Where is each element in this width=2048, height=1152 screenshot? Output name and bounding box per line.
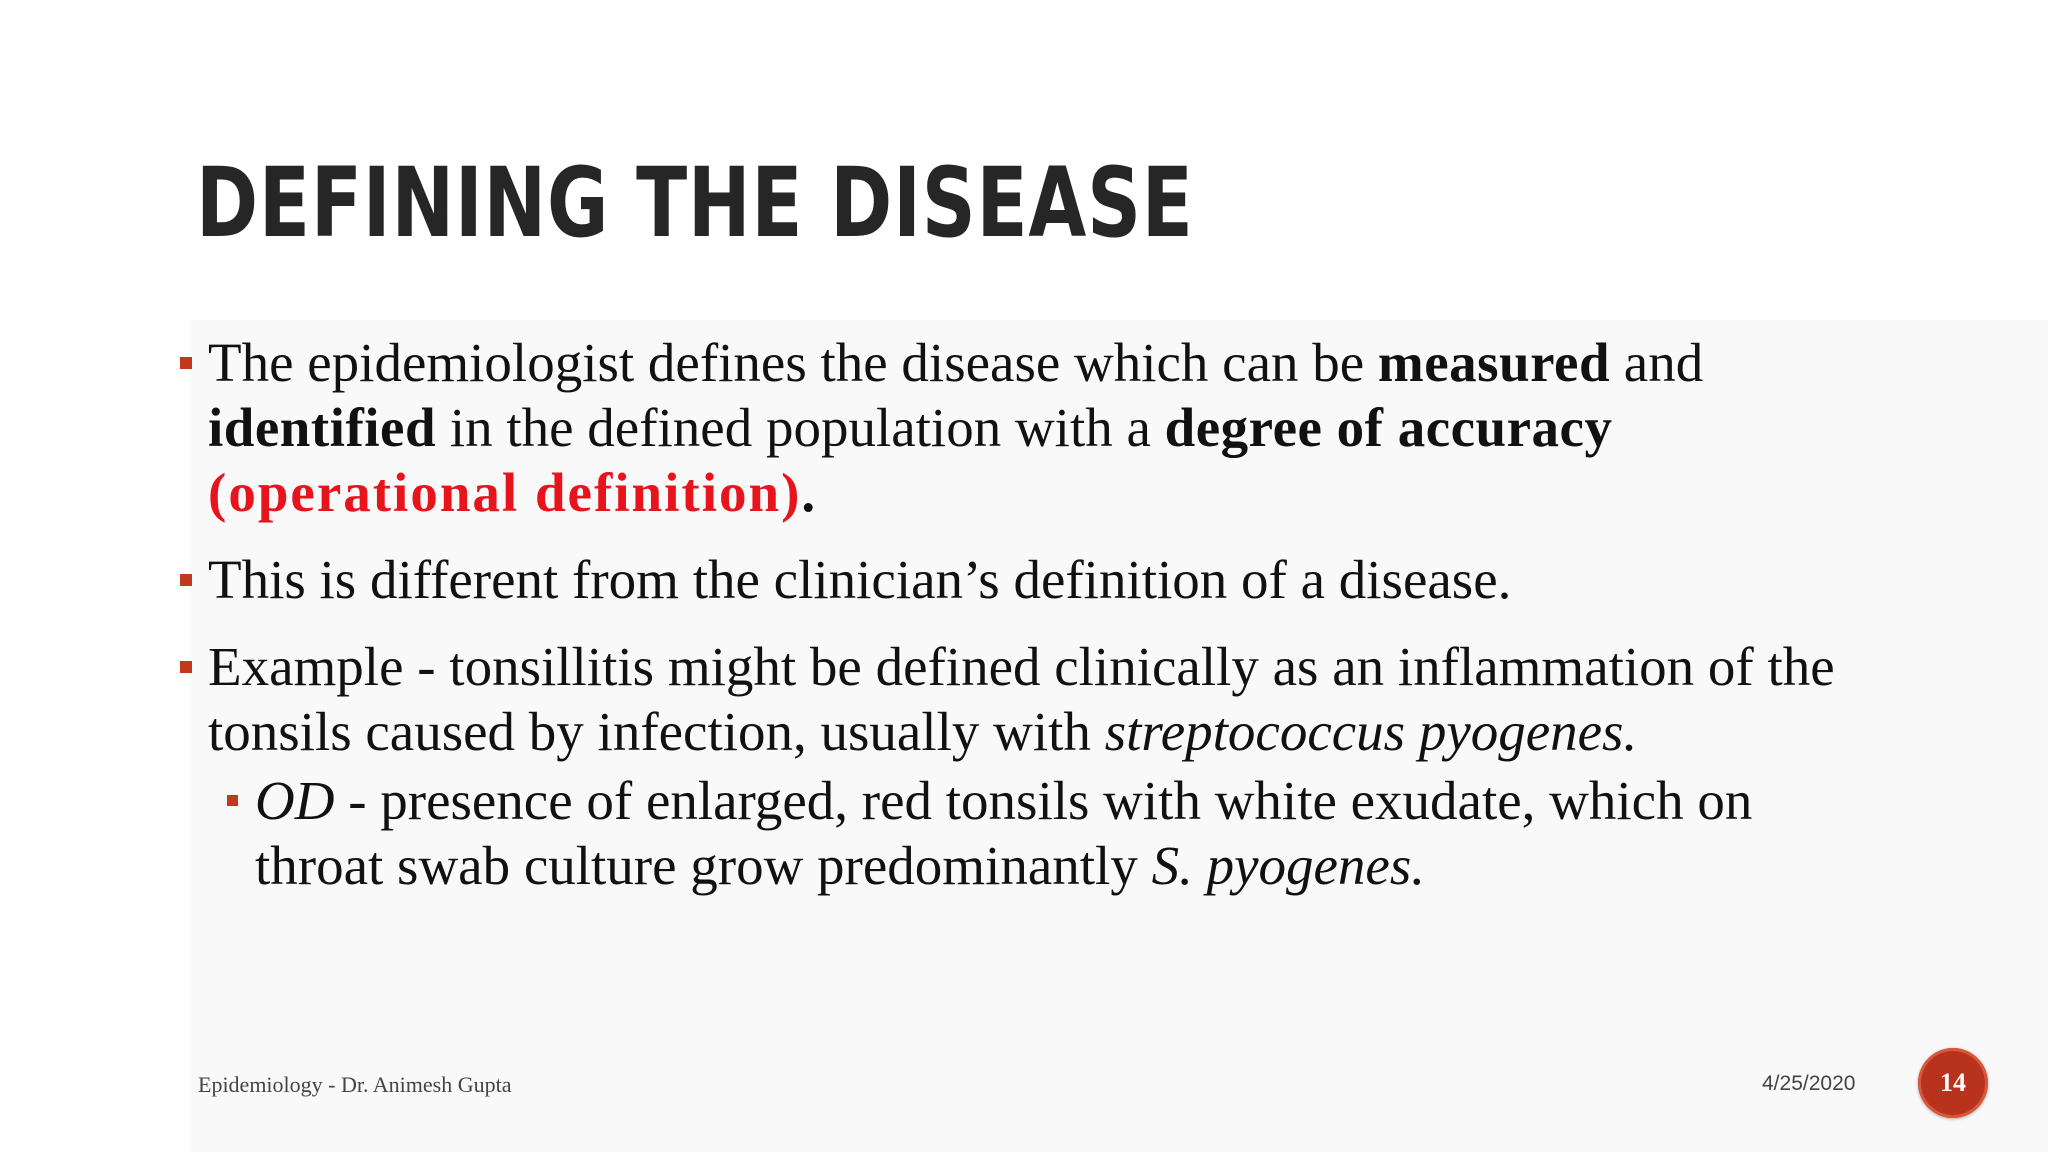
italic-od: OD bbox=[255, 770, 335, 831]
italic-organism: streptococcus pyogenes. bbox=[1104, 701, 1638, 762]
bullet-text: and bbox=[1610, 332, 1704, 393]
bullet-square-icon bbox=[180, 661, 192, 673]
slide-title: DEFINING THE DISEASE bbox=[196, 147, 1194, 259]
bullet-text: Example - tonsillitis might be defined clinically as an inflammation of the tonsils caused by infection, usually with bbox=[208, 636, 1835, 762]
bullet-operational-definition bbox=[180, 330, 1880, 525]
bullet-text: in the defined population with a bbox=[436, 397, 1165, 458]
bullet-example bbox=[180, 634, 1880, 764]
bold-identified: identified bbox=[208, 397, 437, 458]
bold-degree-of-accuracy: degree of accuracy bbox=[1164, 397, 1613, 458]
footer-course-author: Epidemiology - Dr. Animesh Gupta bbox=[198, 1072, 512, 1097]
page-number-badge bbox=[1918, 1048, 1988, 1118]
footer-date: 4/25/2020 bbox=[1762, 1072, 1856, 1095]
bullet-text: The epidemiologist defines the disease which can be bbox=[208, 332, 1378, 393]
page-number: 14 bbox=[1940, 1068, 1966, 1097]
italic-s-pyogenes: S. pyogenes. bbox=[1151, 835, 1425, 896]
sub-bullet-od bbox=[227, 768, 1880, 898]
sub-bullet-square-icon bbox=[227, 795, 238, 806]
operational-definition-highlight: (operational definition) bbox=[208, 462, 802, 523]
bullet-list bbox=[180, 330, 1880, 898]
sub-bullet-text: - presence of enlarged, red tonsils with white exudate, which on throat swab culture grow predominantly bbox=[255, 770, 1753, 896]
bullet-text: This is different from the clinician’s definition of a disease. bbox=[208, 549, 1512, 610]
bold-measured: measured bbox=[1377, 332, 1611, 393]
bullet-square-icon bbox=[180, 574, 192, 586]
bullet-period: . bbox=[801, 462, 816, 523]
bullet-clinician-definition bbox=[180, 547, 1880, 612]
bullet-square-icon bbox=[180, 357, 192, 369]
